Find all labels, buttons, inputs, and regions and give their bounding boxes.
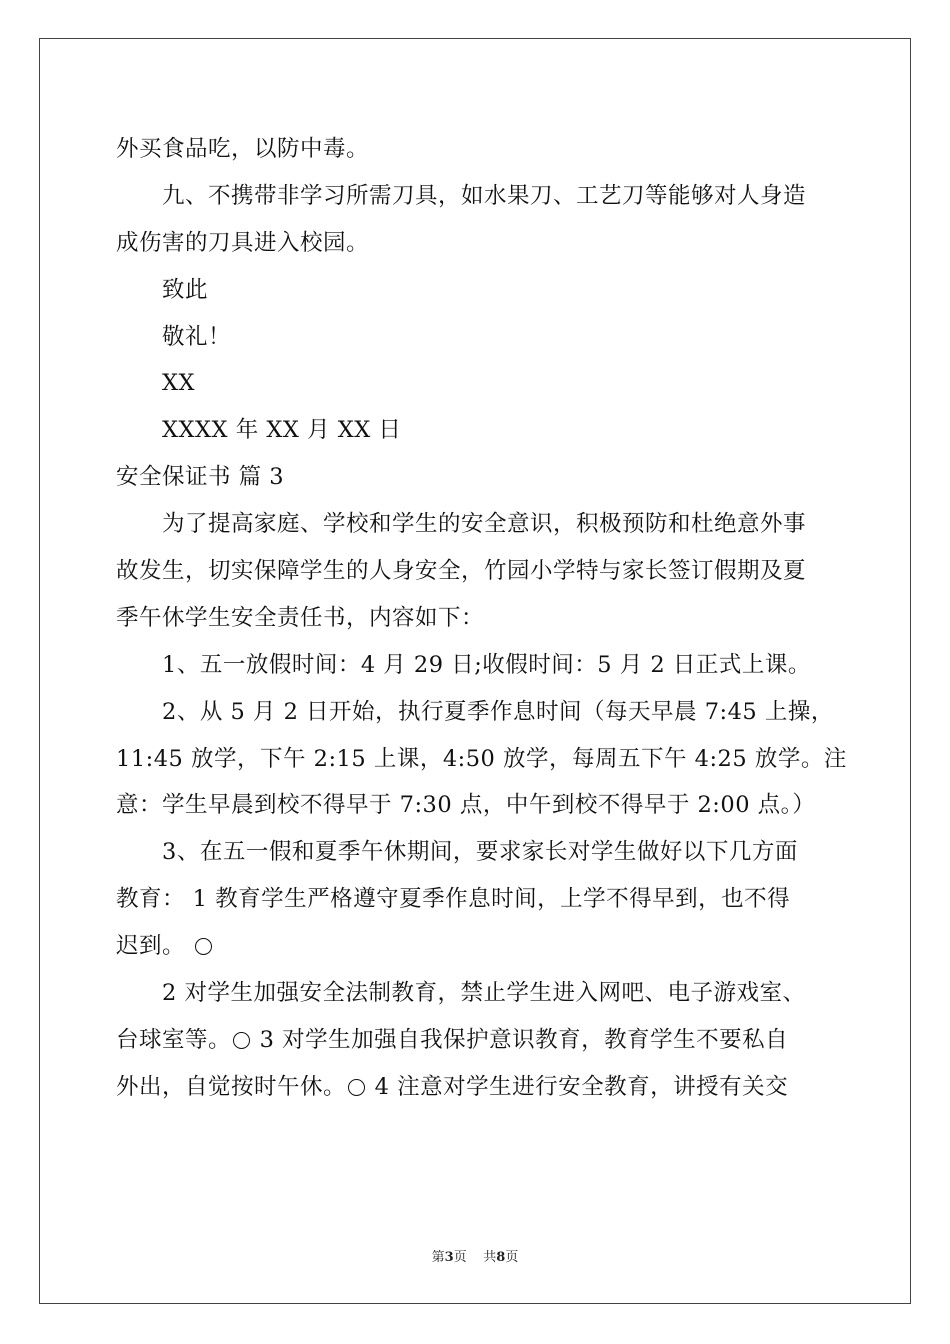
circle-mark-icon (195, 938, 212, 955)
paragraph-line: 为了提高家庭、学校和学生的安全意识，积极预防和杜绝意外事 (162, 511, 807, 538)
closing-respect: 敬礼！ (162, 323, 232, 350)
circle-mark-icon (233, 1032, 250, 1049)
paragraph-line: 意：学生早晨到校不得早于 7:30 点，中午到校不得早于 2:00 点。） (116, 792, 816, 819)
paragraph-line (116, 1064, 836, 1111)
circle-mark-icon (348, 1079, 365, 1096)
line-text: 3 对学生加强自我保护意识教育，教育学生不要私自 (252, 1026, 789, 1053)
paragraph-line: 成伤害的刀具进入校园。 (116, 229, 370, 256)
page-total: 8 (496, 1250, 506, 1265)
paragraph-line (116, 923, 836, 970)
document-body (116, 126, 847, 1111)
line-text: 台球室等。 (116, 1026, 232, 1053)
signature-date: XXXX 年 XX 月 XX 日 (162, 417, 402, 444)
section-heading: 安全保证书 篇 3 (116, 464, 285, 491)
paragraph-line: 故发生，切实保障学生的人身安全，竹园小学特与家长签订假期及夏 (116, 558, 807, 585)
paragraph-line: 九、不携带非学习所需刀具，如水果刀、工艺刀等能够对人身造 (162, 182, 807, 209)
line-text: 迟到。 (116, 933, 186, 960)
paragraph-line (116, 1017, 836, 1064)
page-current: 3 (444, 1250, 454, 1265)
line-text: 外出，自觉按时午休。 (116, 1073, 347, 1100)
line-text: 4 注意对学生进行安全教育，讲授有关交 (367, 1073, 789, 1100)
closing-salutation: 致此 (162, 276, 209, 303)
paragraph-line: 11:45 放学，下午 2:15 上课，4:50 放学，每周五下午 4:25 放学。注 (116, 745, 847, 772)
page-suffix: 页 (453, 1250, 467, 1265)
total-prefix: 共 (483, 1250, 497, 1265)
list-item-2: 2、从 5 月 2 日开始，执行夏季作息时间（每天早晨 7:45 上操， (162, 698, 834, 725)
list-item-1: 1、五一放假时间：4 月 29 日;收假时间：5 月 2 日正式上课。 (162, 651, 811, 678)
page-footer (0, 1246, 950, 1265)
total-suffix: 页 (505, 1250, 519, 1265)
list-item-3: 3、在五一假和夏季午休期间，要求家长对学生做好以下几方面 (162, 839, 798, 866)
paragraph-line: 2 对学生加强安全法制教育，禁止学生进入网吧、电子游戏室、 (162, 980, 806, 1007)
paragraph-line: 季午休学生安全责任书，内容如下： (116, 604, 485, 631)
paragraph-line: 教育： 1 教育学生严格遵守夏季作息时间，上学不得早到，也不得 (116, 886, 791, 913)
page-prefix: 第 (431, 1250, 445, 1265)
signature-name: XX (162, 370, 196, 397)
paragraph-line: 外买食品吃，以防中毒。 (116, 136, 370, 162)
